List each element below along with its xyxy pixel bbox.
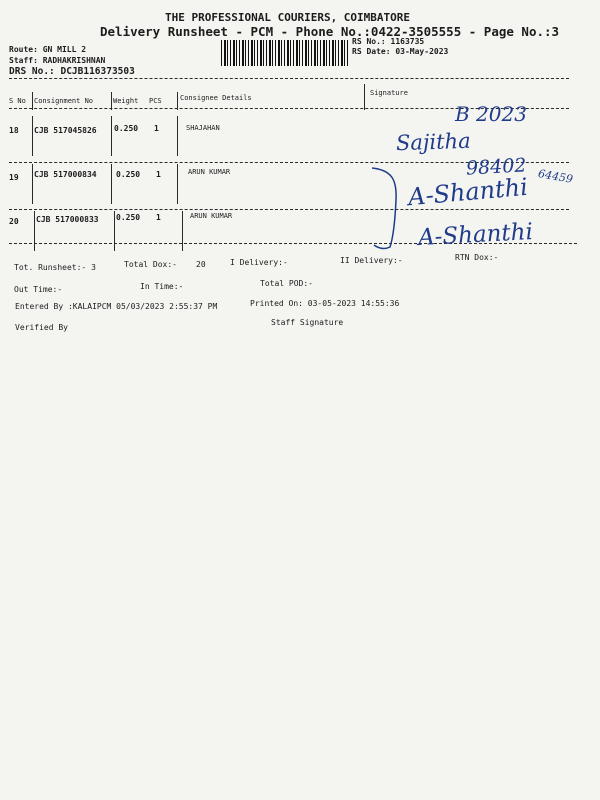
rtn-dox: RTN Dox:- xyxy=(455,253,499,262)
row-weight: 0.250 xyxy=(116,213,141,222)
printed-on: Printed On: 03-05-2023 14:55:36 xyxy=(250,299,400,308)
total-dox-value: 20 xyxy=(196,260,206,269)
col-rule xyxy=(111,116,112,156)
col-rule xyxy=(34,211,35,251)
signature-row19-number: 98402 xyxy=(465,154,527,180)
barcode xyxy=(221,40,349,66)
signature-row18-name: Sajitha xyxy=(395,128,472,156)
row-sno: 20 xyxy=(9,217,19,226)
row-weight: 0.250 xyxy=(114,124,139,133)
header-col-rule xyxy=(364,84,365,110)
drs-number: DRS No.: DCJB116373503 xyxy=(9,66,135,77)
col-pcs: PCS xyxy=(149,97,162,105)
row-pcs: 1 xyxy=(156,170,161,179)
verified-by: Verified By xyxy=(15,323,68,332)
row-consignment: CJB 517045826 xyxy=(34,126,97,135)
row-consignee: ARUN KUMAR xyxy=(188,168,231,176)
col-weight: Weight xyxy=(113,97,139,105)
header-divider xyxy=(9,78,569,79)
signature-row20-name: A-Shanthi xyxy=(417,219,534,251)
ii-delivery: II Delivery:- xyxy=(340,256,403,265)
signature-row19-name: A-Shanthi xyxy=(407,172,529,212)
runsheet-title: Delivery Runsheet - PCM - Phone No.:0422-3505555 - Page No.:3 xyxy=(100,24,560,39)
row-pcs: 1 xyxy=(154,124,159,133)
col-rule xyxy=(177,164,178,204)
row-divider xyxy=(9,209,569,210)
row-sno: 19 xyxy=(9,173,19,182)
row-consignment: CJB 517000834 xyxy=(34,170,97,179)
staff-label: Staff: RADHAKRISHNAN xyxy=(9,56,106,65)
i-delivery: I Delivery:- xyxy=(230,258,288,267)
in-time: In Time:- xyxy=(140,282,184,291)
col-rule xyxy=(111,164,112,204)
tot-runsheet: Tot. Runsheet:- 3 xyxy=(14,263,96,272)
row-sno: 18 xyxy=(9,126,19,135)
route-label: Route: GN MILL 2 xyxy=(9,45,87,54)
company-name: THE PROFESSIONAL COURIERS, COIMBATORE xyxy=(165,11,411,24)
rs-number: RS No.: 1163735 xyxy=(352,37,425,46)
total-pod: Total POD:- xyxy=(260,279,313,288)
row-consignee: ARUN KUMAR xyxy=(190,212,233,220)
col-rule xyxy=(182,211,183,251)
row-pcs: 1 xyxy=(156,213,161,222)
col-rule xyxy=(177,116,178,156)
row-consignee: SHAJAHAN xyxy=(186,124,220,132)
row-consignment: CJB 517000833 xyxy=(36,215,99,224)
col-rule xyxy=(32,116,33,156)
out-time: Out Time:- xyxy=(14,285,63,294)
col-sno: S No xyxy=(9,97,26,105)
total-dox-label: Total Dox:- xyxy=(124,260,177,269)
col-signature: Signature xyxy=(370,89,408,97)
row-weight: 0.250 xyxy=(116,170,141,179)
col-rule xyxy=(114,211,115,251)
staff-signature: Staff Signature xyxy=(271,318,344,327)
entered-by: Entered By :KALAIPCM 05/03/2023 2:55:37 PM xyxy=(15,302,218,311)
signature-row18-number: B 2023 xyxy=(455,102,527,126)
col-consignee: Consignee Details xyxy=(180,94,252,102)
signature-row19-extra: 64459 xyxy=(537,167,574,186)
col-consignment: Consignment No xyxy=(34,97,94,105)
col-rule xyxy=(32,164,33,204)
rs-date: RS Date: 03-May-2023 xyxy=(352,47,449,56)
